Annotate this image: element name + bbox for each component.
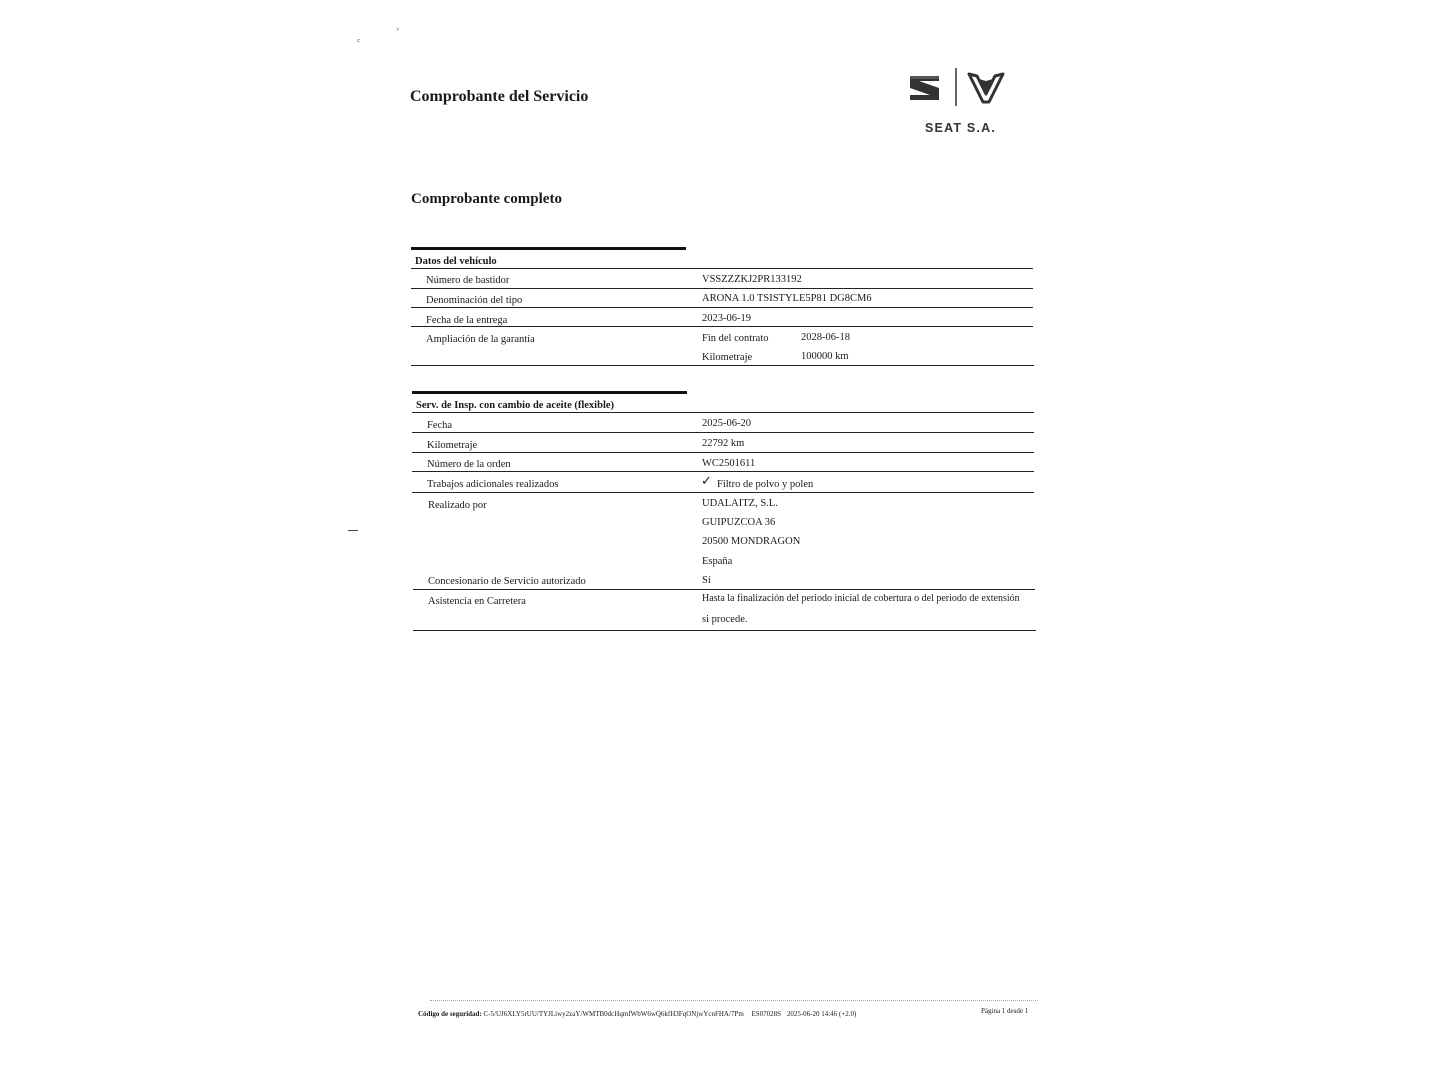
performed-street: GUIPUZCOA 36 — [702, 517, 776, 528]
additional-label: Trabajos adicionales realizados — [427, 479, 559, 490]
rule — [413, 630, 1036, 631]
scan-mark — [348, 530, 358, 531]
doc-code: ES07028S — [751, 1010, 782, 1018]
rule — [412, 452, 1034, 453]
timestamp: 2025-06-20 14:46 (+2.0) — [786, 1010, 857, 1018]
scan-speck: ᶜ — [357, 38, 361, 48]
performed-label: Realizado por — [428, 500, 487, 511]
vehicle-heading: Datos del vehículo — [415, 256, 497, 267]
roadside-label: Asistencia en Carretera — [428, 596, 526, 607]
checkmark-icon: ✓ — [701, 474, 712, 489]
rule — [412, 492, 1034, 493]
roadside-value-line2: si procede. — [702, 614, 748, 625]
dealer-value: Sí — [702, 575, 711, 586]
rule — [412, 432, 1034, 433]
page-number: Página 1 desde 1 — [981, 1007, 1029, 1015]
warranty-label: Ampliación de la garantía — [426, 334, 535, 345]
subtitle: Comprobante completo — [411, 191, 562, 207]
vin-label: Número de bastidor — [426, 275, 510, 286]
performed-name: UDALAITZ, S.L. — [702, 498, 778, 509]
service-mileage-label: Kilometraje — [427, 440, 478, 451]
delivery-value: 2023-06-19 — [702, 313, 751, 324]
rule — [412, 412, 1034, 413]
rule — [412, 471, 1034, 472]
rule — [411, 326, 1033, 327]
type-label: Denominación del tipo — [426, 295, 523, 306]
service-date-label: Fecha — [427, 420, 453, 431]
service-date-value: 2025-06-20 — [702, 418, 751, 429]
order-value: WC2501611 — [702, 458, 756, 469]
type-value: ARONA 1.0 TSISTYLE5P81 DG8CM6 — [702, 293, 872, 304]
additional-value: Filtro de polvo y polen — [717, 479, 814, 490]
vin-value: VSSZZZKJ2PR133192 — [702, 274, 802, 285]
rule — [413, 589, 1035, 590]
contract-end-label: Fin del contrato — [702, 333, 769, 344]
dealer-label: Concesionario de Servicio autorizado — [428, 576, 586, 587]
order-label: Número de la orden — [427, 459, 511, 470]
rule — [411, 365, 1034, 366]
rule — [411, 268, 1033, 269]
security-label: Código de seguridad: — [418, 1010, 482, 1018]
warranty-mileage-value: 100000 km — [801, 351, 849, 362]
brand-name: SEAT S.A. — [925, 121, 996, 135]
service-mileage-value: 22792 km — [702, 438, 745, 449]
rule — [411, 288, 1033, 289]
security-code: C-5/UJ6XLY5rUU/TYJLiwy2zaY/WMTB0dcHqmfWbW6wQ6kfH3FqONjwYcnFHA/7Pm — [483, 1010, 744, 1018]
rule — [411, 307, 1033, 308]
performed-country: España — [702, 556, 733, 567]
document-title: Comprobante del Servicio — [410, 88, 589, 105]
footer-divider — [430, 1000, 1038, 1001]
service-heading: Serv. de Insp. con cambio de aceite (flexible) — [416, 400, 615, 411]
warranty-mileage-label: Kilometraje — [702, 352, 753, 363]
cupra-logo-icon — [967, 72, 1005, 104]
footer-security — [418, 1010, 856, 1018]
contract-end-value: 2028-06-18 — [801, 332, 850, 343]
section-bar-service — [412, 391, 687, 394]
scan-speck: ʳ — [397, 27, 400, 37]
performed-city: 20500 MONDRAGON — [702, 536, 801, 547]
delivery-label: Fecha de la entrega — [426, 315, 508, 326]
section-bar-vehicle — [411, 247, 686, 250]
roadside-value-line1: Hasta la finalización del periodo inicial de cobertura o del periodo de extensión — [702, 593, 1020, 604]
